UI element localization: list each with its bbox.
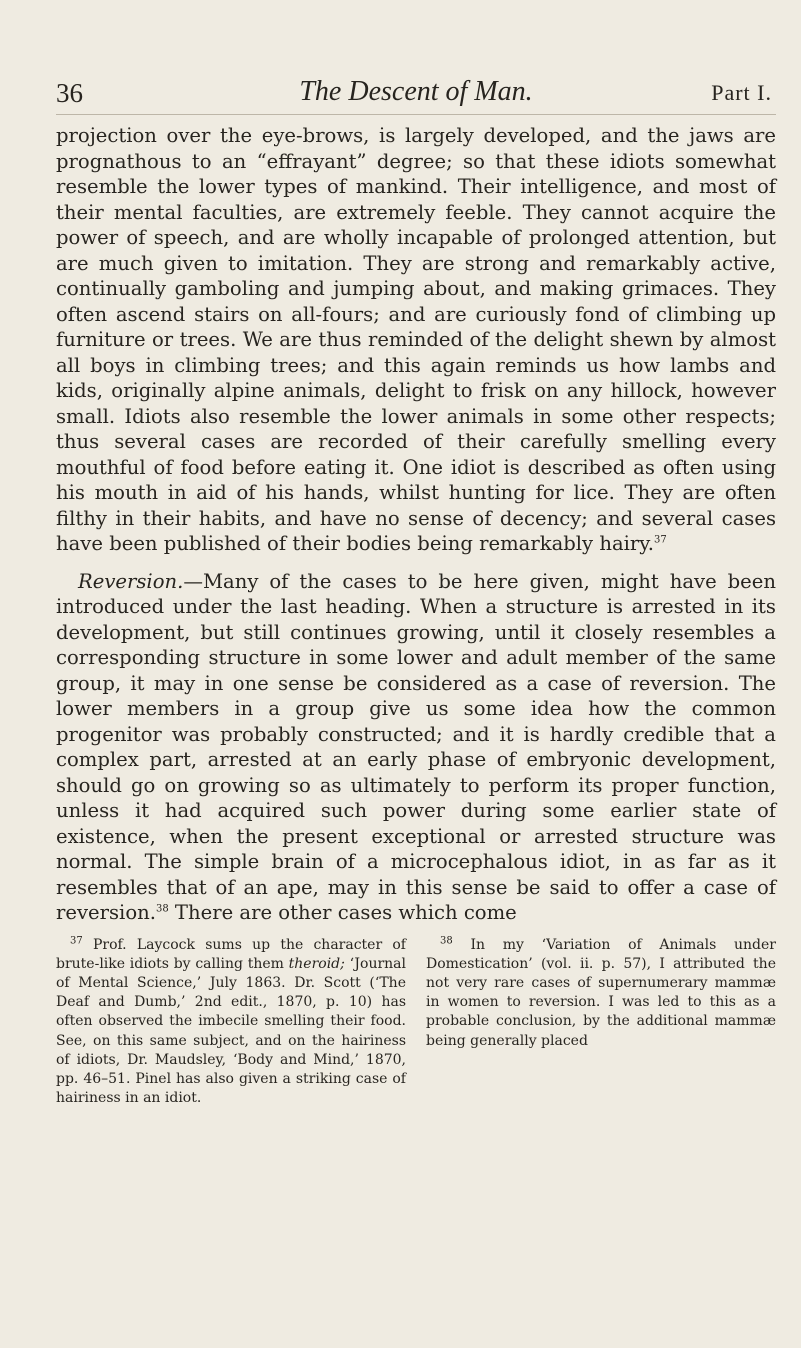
- footnote-number: 37: [70, 934, 83, 946]
- footnote-number: 38: [440, 934, 453, 946]
- footnote-text: Prof. Laycock sums up the character of brute-like idiots by calling them: [56, 936, 406, 972]
- footnote-marker: 37: [653, 534, 667, 546]
- footnote-text: In my ‘Variation of Animals under Domestication’ (vol. ii. p. 57), I attributed the not very rare cases of supernumerary mammæ in women to reversion. I was led to this as a probable conclusion, by the additional mammæ being generally placed: [426, 936, 776, 1049]
- page-number: 36: [56, 78, 83, 108]
- footnote-italic: theroid;: [288, 955, 345, 972]
- footnote-column-left: [56, 936, 406, 1109]
- part-label: Part I.: [711, 80, 772, 105]
- page-header: [56, 70, 776, 114]
- header-rule: [56, 114, 776, 115]
- footnote-37: [56, 936, 406, 1109]
- paragraph-text: —Many of the cases to be here given, might have been introduced under the last heading. When a structure is arrested in its development, but still continues growing, until it closely resembles a corresponding structure in some lower and adult member of the same group, it may in one sense be considered as a case of reversion. The lower members in a group give us some idea how the common progenitor was probably constructed; and it is hardly credible that a complex part, arrested at an early phase of embryonic development, should go on growing so as ultimately to perform its proper function, unless it had acquired such power during some earlier state of existence, when the present exceptional or arrested structure was normal. The simple brain of a microcephalous idiot, in as far as it resembles that of an ape, may in this sense be said to offer a case of reversion.: [56, 569, 776, 924]
- paragraph-text: projection over the eye-brows, is largely developed, and the jaws are prognathous to an “effrayant” degree; so that these idiots somewhat resemble the lower types of mankind. Their intelligence, and most of their mental faculties, are extremely feeble. They cannot acquire the power of speech, and are wholly incapable of prolonged attention, but are much given to imitation. They are strong and remarkably active, continually gamboling and jumping about, and making grimaces. They often ascend stairs on all-fours; and are curiously fond of climbing up furniture or trees. We are thus reminded of the delight shewn by almost all boys in climbing trees; and this again reminds us how lambs and kids, originally alpine animals, delight to frisk on any hillock, however small. Idiots also resemble the lower animals in some other respects; thus several cases are recorded of their carefully smelling every mouthful of food before eating it. One idiot is described as often using his mouth in aid of his hands, whilst hunting for lice. They are often filthy in their habits, and have no sense of decency; and several cases have been published of their bodies being remarkably hairy.: [56, 124, 776, 555]
- paragraph: [56, 569, 776, 926]
- paragraph: [56, 123, 776, 557]
- paragraph-text: There are other cases which come: [168, 901, 517, 924]
- footnote-38: [426, 936, 776, 1051]
- body-text: [56, 123, 776, 926]
- book-page: [56, 70, 776, 1108]
- footnote-text: ‘Journal of Mental Science,’ July 1863. Dr. Scott (‘The Deaf and Dumb,’ 2nd edit., 1870, p. 10) has often observed the imbecile smelling their food. See, on this same subject, and on the hairiness of idiots, Dr. Maudsley, ‘Body and Mind,’ 1870, pp. 46–51. Pinel has also given a striking case of hairiness in an idiot.: [56, 955, 406, 1107]
- footnote-column-right: [426, 936, 776, 1109]
- running-title: The Descent of Man.: [299, 76, 533, 107]
- footnote-marker: 38: [155, 903, 169, 915]
- section-heading: Reversion.: [78, 569, 184, 593]
- footnotes: [56, 936, 776, 1109]
